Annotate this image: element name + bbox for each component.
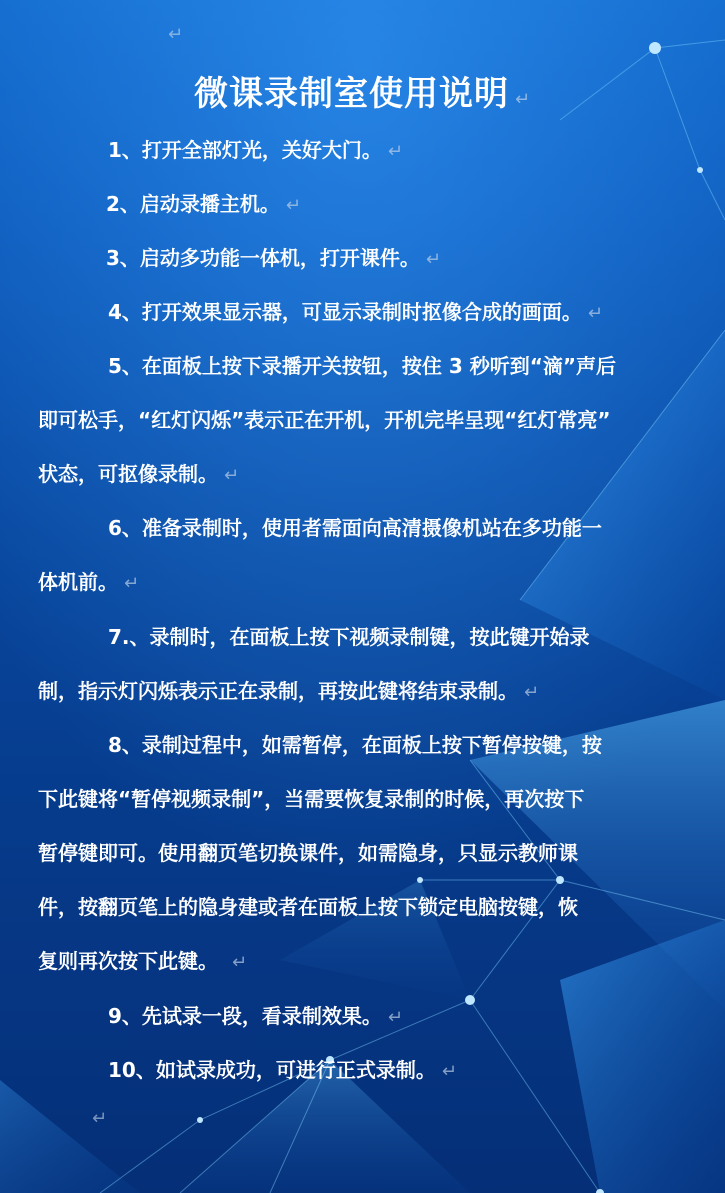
paragraph-mark-icon: ↵ bbox=[224, 465, 240, 486]
paragraph-mark-icon: ↵ bbox=[514, 89, 532, 110]
step-10 bbox=[108, 1054, 457, 1083]
line-text: 状态，可抠像录制。 bbox=[38, 462, 218, 486]
paragraph-mark-icon: ↵ bbox=[587, 303, 604, 324]
line-text: 件，按翻页笔上的隐身建或者在面板上按下锁定电脑按键，恢 bbox=[38, 895, 578, 919]
step-2 bbox=[106, 188, 301, 217]
line-text: 1、打开全部灯光，关好大门。 bbox=[108, 138, 382, 162]
step-5-line-3 bbox=[38, 458, 239, 487]
line-text: 体机前。 bbox=[38, 570, 118, 594]
line-text: 10、如试录成功，可进行正式录制。 bbox=[108, 1058, 436, 1082]
step-8-line-1 bbox=[108, 729, 602, 758]
line-text: 暂停键即可。使用翻页笔切换课件，如需隐身，只显示教师课 bbox=[38, 841, 578, 865]
line-text: 6、准备录制时，使用者需面向高清摄像机站在多功能一 bbox=[108, 516, 602, 540]
step-9 bbox=[108, 1000, 403, 1029]
step-8-line-5 bbox=[38, 945, 247, 974]
step-1 bbox=[108, 134, 403, 163]
step-5-line-2 bbox=[38, 404, 611, 433]
step-5-line-1 bbox=[108, 350, 616, 379]
paragraph-mark-icon: ↵ bbox=[524, 682, 540, 703]
step-8-line-3 bbox=[38, 837, 578, 866]
paragraph-mark-icon: ↵ bbox=[232, 952, 248, 973]
line-text: 9、先试录一段，看录制效果。 bbox=[108, 1004, 382, 1028]
paragraph-mark-icon: ↵ bbox=[168, 24, 184, 45]
document-title bbox=[0, 66, 725, 115]
paragraph-mark-icon: ↵ bbox=[441, 1061, 457, 1082]
line-text: 制，指示灯闪烁表示正在录制，再按此键将结束录制。 bbox=[38, 679, 518, 703]
line-text: 即可松手，“红灯闪烁”表示正在开机，开机完毕呈现“红灯常亮” bbox=[38, 408, 611, 432]
step-8-line-2 bbox=[38, 783, 584, 812]
line-text: 3、启动多功能一体机，打开课件。 bbox=[106, 246, 420, 270]
paragraph-mark-icon: ↵ bbox=[425, 249, 442, 270]
line-text: 5、在面板上按下录播开关按钮，按住 3 秒听到“滴”声后 bbox=[108, 354, 617, 378]
paragraph-mark-icon: ↵ bbox=[92, 1108, 108, 1129]
step-7-line-2 bbox=[38, 675, 539, 704]
paragraph-mark-icon: ↵ bbox=[387, 1007, 404, 1028]
paragraph-mark-icon: ↵ bbox=[124, 573, 140, 594]
step-8-line-4 bbox=[38, 891, 578, 920]
line-text: 下此键将“暂停视频录制”，当需要恢复录制的时候，再次按下 bbox=[38, 787, 585, 811]
paragraph-mark-icon: ↵ bbox=[387, 141, 404, 162]
line-text: 复则再次按下此键。 bbox=[38, 949, 218, 973]
line-text: 8、录制过程中，如需暂停，在面板上按下暂停按键，按 bbox=[108, 733, 602, 757]
line-text: 4、打开效果显示器，可显示录制时抠像合成的画面。 bbox=[108, 300, 582, 324]
line-text: 7.、录制时，在面板上按下视频录制键，按此键开始录 bbox=[108, 625, 590, 649]
step-4 bbox=[108, 296, 603, 325]
step-6-line-1 bbox=[108, 512, 602, 541]
step-3 bbox=[106, 242, 441, 271]
line-text: 2、启动录播主机。 bbox=[106, 192, 280, 216]
title-text: 微课录制室使用说明 bbox=[193, 74, 509, 114]
paragraph-mark-icon: ↵ bbox=[285, 195, 302, 216]
step-6-line-2 bbox=[38, 566, 139, 595]
step-7-line-1 bbox=[108, 621, 590, 650]
